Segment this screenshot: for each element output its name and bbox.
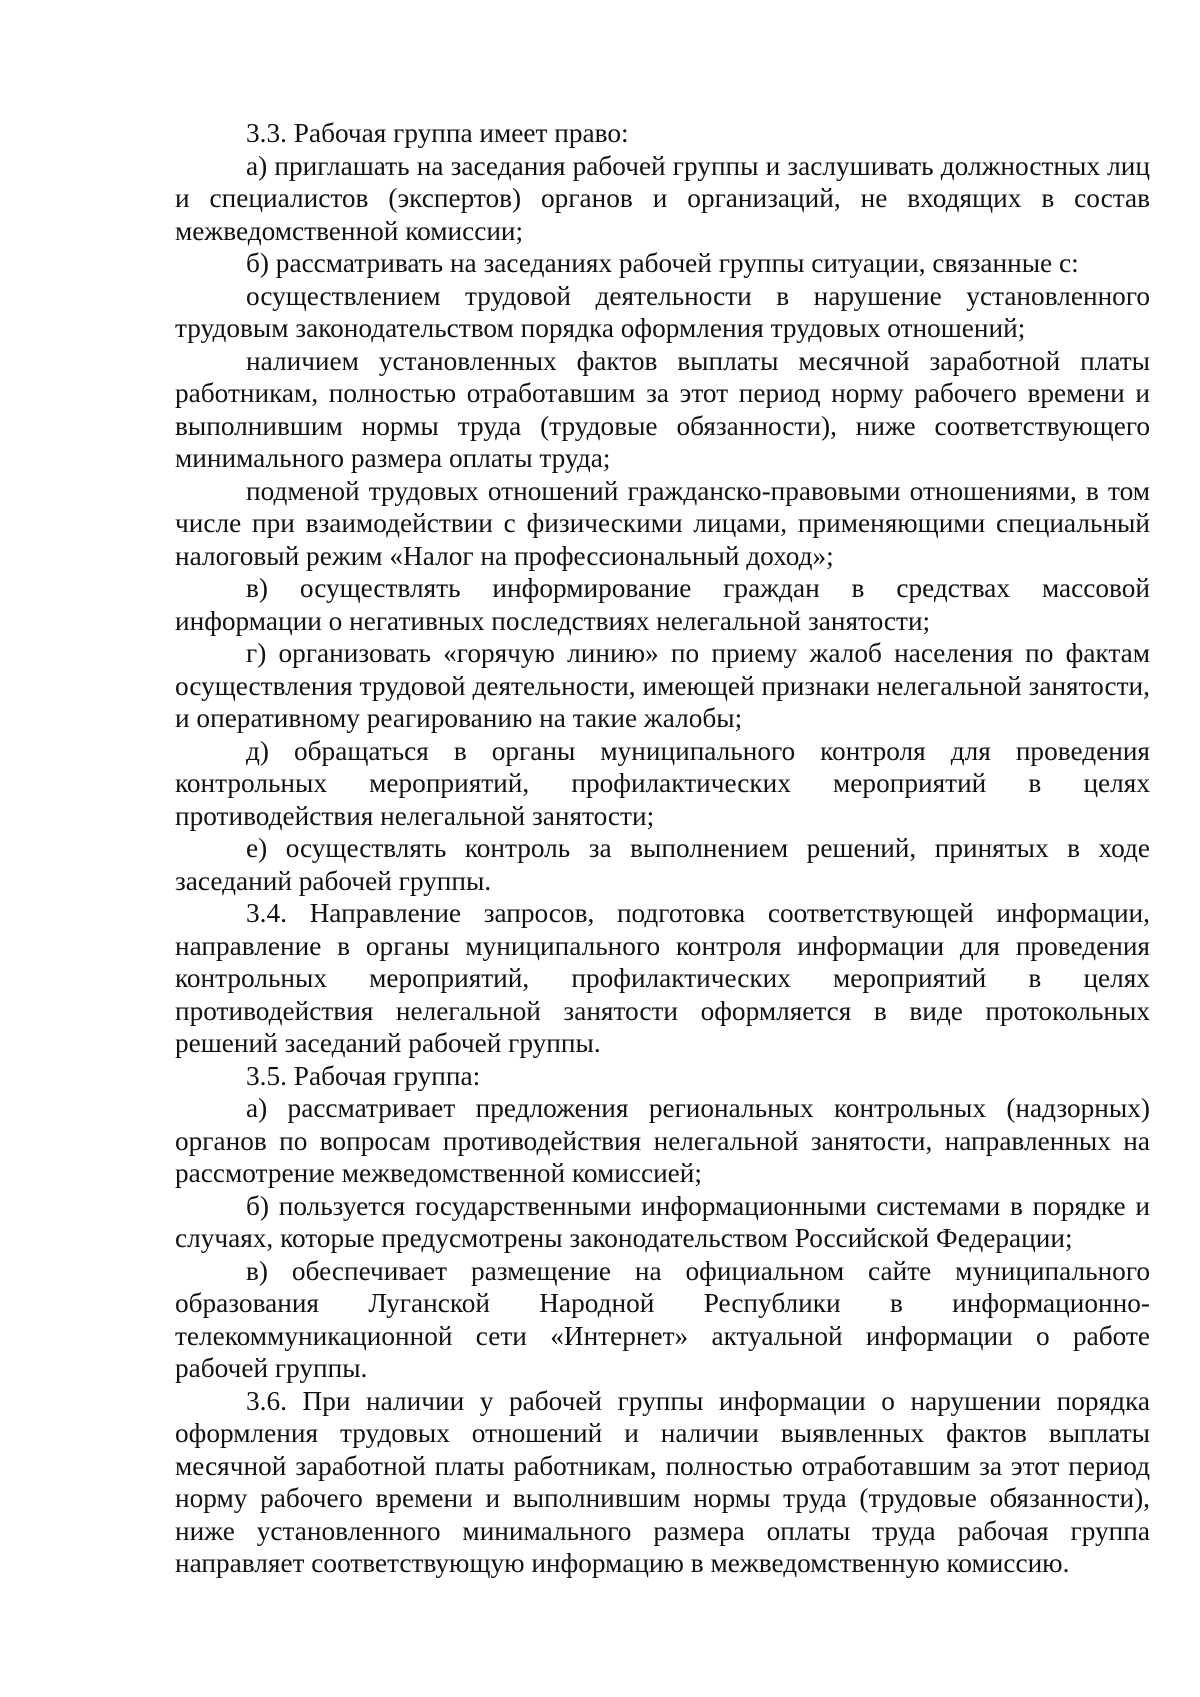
paragraph-3-5-b: б) пользуется государственными информационными системами в порядке и случаях, которые предусмотрены законодательством Российской Федерации; (175, 1190, 1150, 1253)
paragraph-3-3-v: в) осуществлять информирование граждан в средствах массовой информации о негативных последствиях нелегальной занятости; (175, 573, 1150, 636)
paragraph-3-6: 3.6. При наличии у рабочей группы информации о нарушении порядка оформления трудовых отношений и наличии выявленных фактов выплаты месячной заработной платы работникам, полностью отработавшим за этот период норму рабочего времени и выполнившим нормы труда (трудовые обязанности), ниже установленного минимального размера оплаты труда рабочая группа направляет соответствующую информацию в межведомственную комиссию. (175, 1385, 1150, 1578)
paragraph-3-3-a: а) приглашать на заседания рабочей группы и заслушивать должностных лиц и специалистов (экспертов) органов и организаций, не входящих в состав межведомственной комиссии; (175, 150, 1150, 246)
document-page (175, 117, 1150, 1580)
paragraph-3-3-heading: 3.3. Рабочая группа имеет право: (246, 118, 629, 148)
paragraph-3-4: 3.4. Направление запросов, подготовка соответствующей информации, направление в органы муниципального контроля информации для проведения контрольных мероприятий, профилактических мероприятий в целях противодействия нелегальной занятости оформляется в виде протокольных решений заседаний рабочей группы. (175, 898, 1150, 1058)
paragraph-3-3-b-item-2: наличием установленных фактов выплаты месячной заработной платы работникам, полностью отработавшим за этот период норму рабочего времени и выполнившим нормы труда (трудовые обязанности), ниже соответствующего минимального размера оплаты труда; (175, 345, 1150, 473)
paragraph-3-3-g: г) организовать «горячую линию» по приему жалоб населения по фактам осуществления трудовой деятельности, имеющей признаки нелегальной занятости, и оперативному реагированию на такие жалобы; (175, 638, 1150, 733)
paragraph-3-3-b-item-1: осуществлением трудовой деятельности в нарушение установленного трудовым законодательством порядка оформления трудовых отношений; (175, 280, 1150, 343)
paragraph-3-5-v: в) обеспечивает размещение на официальном сайте муниципального образования Луганской Народной Республики в информационно-телекоммуникационной сети «Интернет» актуальной информации о работе рабочей группы. (175, 1255, 1150, 1383)
paragraph-3-5-a: а) рассматривает предложения региональных контрольных (надзорных) органов по вопросам противодействия нелегальной занятости, направленных на рассмотрение межведомственной комиссией; (175, 1093, 1150, 1188)
paragraph-3-3-e: е) осуществлять контроль за выполнением решений, принятых в ходе заседаний рабочей группы. (175, 833, 1150, 896)
paragraph-3-3-b: б) рассматривать на заседаниях рабочей группы ситуации, связанные с: (246, 248, 1079, 278)
paragraph-3-5-heading: 3.5. Рабочая группа: (246, 1060, 481, 1091)
paragraph-3-3-b-item-3: подменой трудовых отношений гражданско-правовыми отношениями, в том числе при взаимодействии с физическими лицами, применяющими специальный налоговый режим «Налог на профессиональный доход»; (175, 475, 1150, 571)
paragraph-3-3-d: д) обращаться в органы муниципального контроля для проведения контрольных мероприятий, профилактических мероприятий в целях противодействия нелегальной занятости; (175, 735, 1150, 831)
